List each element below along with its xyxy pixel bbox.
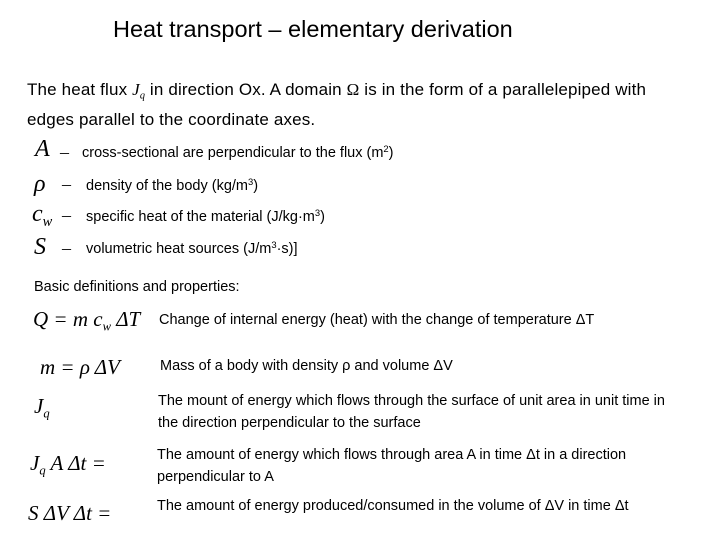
definitions-heading: Basic definitions and properties:: [34, 279, 240, 295]
symbol-A-description: cross-sectional are perpendicular to the flux $(m^2)$: [82, 142, 394, 161]
symbol-rho: ρ: [34, 171, 46, 197]
intro-text-2: in direction Ox. A domain: [145, 80, 347, 99]
slide-title: Heat transport – elementary derivation: [113, 16, 513, 42]
symbol-S-description: volumetric heat sources $(J/m^3\cdot s)$]: [86, 238, 298, 257]
definition-energy-through-area: The amount of energy which flows through area A in time Δt in a direction perpendicular to A: [157, 447, 627, 485]
symbol-cw: $c_w$: [32, 201, 53, 231]
intro-text-3: is in the form of a parallelepiped with edges parallel to the coordinate axes.: [27, 80, 647, 129]
symbol-S-dash: –: [62, 238, 71, 258]
symbol-rho-description: density of the body $(kg/m^3)$: [86, 175, 259, 194]
domain-symbol: Ω: [346, 80, 360, 99]
symbol-cw-description: specific heat of the material $(J/kg\cdot m^3)$: [86, 206, 325, 225]
symbol-cw-dash: –: [62, 205, 71, 225]
intro-paragraph: [27, 78, 692, 131]
symbol-S: S: [34, 234, 46, 260]
definition-mass: Mass of a body with density ρ and volume ΔV: [160, 358, 453, 374]
formula-energy-through-area: $J_q$ A Δt =: [30, 451, 106, 478]
symbol-A: A: [35, 136, 50, 162]
definition-flux: The mount of energy which flows through the surface of unit area in unit time in the direction perpendicular to the surface: [158, 393, 665, 431]
formula-mass: m = ρ ΔV: [40, 355, 120, 379]
definition-energy-produced: The amount of energy produced/consumed in the volume of ΔV in time Δt: [157, 498, 629, 514]
heat-flux-symbol: $J_q$: [132, 80, 146, 102]
symbol-A-dash: –: [60, 142, 69, 162]
formula-flux: $J_q$: [34, 394, 50, 421]
intro-text-1: The heat flux: [27, 80, 133, 99]
formula-heat: Q = m $c_w$ ΔT: [33, 307, 141, 334]
definition-heat: Change of internal energy (heat) with the change of temperature ΔT: [159, 312, 595, 328]
formula-energy-produced: S ΔV Δt =: [28, 501, 112, 525]
symbol-rho-dash: –: [62, 174, 71, 194]
